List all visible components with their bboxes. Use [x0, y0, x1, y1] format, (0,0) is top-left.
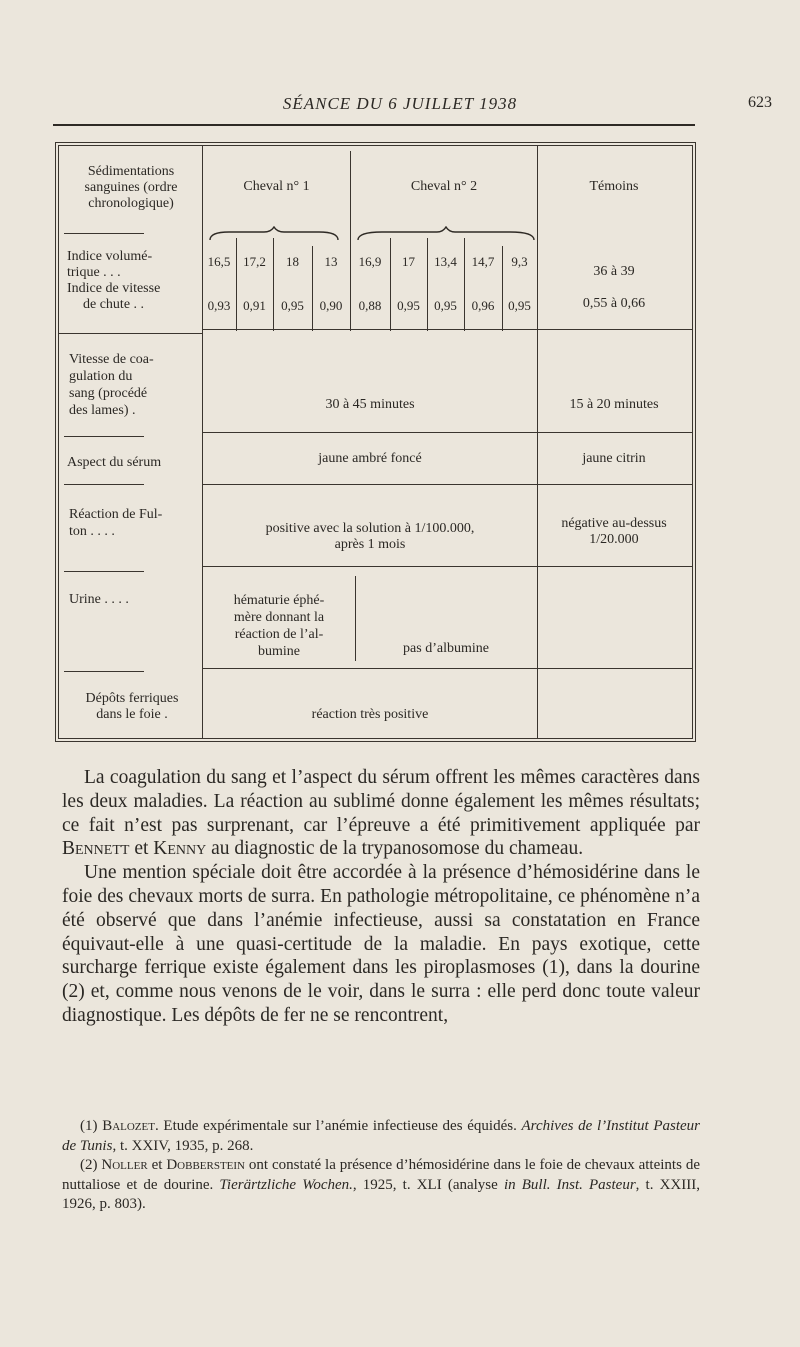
urine-divider: [355, 576, 356, 661]
coagulation-chevaux: 30 à 45 minutes: [325, 397, 415, 412]
num-divider: [427, 238, 428, 331]
value-volumetrique: 13,4: [434, 254, 457, 269]
label-line: Indice de vitesse: [67, 281, 161, 296]
value-volumetrique: 13: [324, 254, 338, 269]
header-cheval-2: Cheval n° 2: [410, 179, 478, 194]
label-urine: Urine . . . .: [69, 592, 129, 607]
row-rule: [64, 484, 144, 485]
row-rule: [202, 668, 692, 669]
label-line: Dépôts ferriques: [85, 691, 179, 706]
serum-temoins: jaune citrin: [582, 451, 646, 466]
header-cheval-1: Cheval n° 1: [243, 179, 310, 194]
label-line: ton . . . .: [69, 524, 115, 539]
label-depots: [63, 691, 201, 723]
row-rule: [64, 571, 144, 572]
row-rule: [64, 671, 144, 672]
value-volumetrique: 17: [402, 254, 415, 269]
label-line: sanguines (ordre: [84, 180, 178, 195]
text-line: bumine: [258, 644, 300, 659]
footnote-mark: (2): [80, 1157, 102, 1173]
text-line: négative au-dessus: [561, 516, 667, 531]
text-line: mère donnant la: [233, 610, 325, 625]
footnote-1: [62, 1117, 700, 1156]
text-run: , t. XXIV, 1935, p. 268.: [112, 1137, 254, 1154]
label-sedimentation: [63, 164, 199, 212]
text-run: Etude expérimentale sur l’anémie infectieuse des équidés.: [158, 1118, 522, 1134]
label-line: chronologique): [88, 196, 174, 211]
urine-cheval-2: pas d’albumine: [403, 641, 489, 656]
row-rule: [202, 566, 692, 567]
value-volumetrique: 18: [286, 254, 299, 269]
label-line: Sédimentations: [87, 164, 175, 179]
running-header: SÉANCE DU 6 JUILLET 1938: [282, 94, 518, 113]
text-run: ont constaté la présence d’hémosidérine dans le foie de chevaux atteints de nuttaliose et de dourine.: [62, 1157, 700, 1193]
text-line: 1/20.000: [589, 532, 639, 547]
text-run: , t. XXIII, 1926, p. 803).: [62, 1176, 700, 1212]
label-line: des lames) .: [69, 403, 136, 418]
temoins-vitesse: 0,55 à 0,66: [582, 296, 646, 311]
footnote-mark: (1): [80, 1118, 103, 1134]
text-line: réaction de l’al-: [234, 627, 324, 642]
label-line: sang (procédé: [69, 386, 148, 401]
num-divider: [390, 238, 391, 331]
text-line: après 1 mois: [334, 537, 406, 552]
urine-cheval-1: [204, 592, 354, 660]
text-line: positive avec la solution à 1/100.000,: [265, 521, 475, 536]
fulton-chevaux: [204, 521, 536, 553]
author-name: Noller: [101, 1157, 148, 1173]
author-name: Balozet.: [102, 1118, 159, 1134]
col-divider-temoins: [537, 146, 538, 738]
label-indice: [67, 249, 201, 313]
results-table: [58, 145, 693, 739]
page-number: 623: [748, 94, 772, 111]
value-vitesse: 0,93: [207, 298, 231, 313]
value-vitesse: 0,95: [397, 298, 420, 313]
value-vitesse: 0,88: [358, 298, 382, 313]
label-serum: Aspect du sérum: [67, 455, 162, 470]
fulton-temoins: [539, 516, 689, 548]
label-line: Indice volumé-: [67, 249, 153, 264]
num-divider: [273, 238, 274, 331]
header-rule: [53, 124, 695, 126]
journal-title: Archives de l’Institut Pasteur de Tunis: [62, 1118, 700, 1154]
text-run: au diagnostic de la trypanosomose du chameau.: [206, 838, 584, 860]
author-name: Kenny: [153, 838, 207, 860]
num-divider: [236, 238, 237, 331]
value-volumetrique: 16,5: [207, 254, 231, 269]
value-volumetrique: 9,3: [511, 254, 528, 269]
label-line: Vitesse de coa-: [69, 352, 154, 367]
value-vitesse: 0,90: [319, 298, 343, 313]
footnotes: [62, 1117, 700, 1215]
text-line: hématurie éphé-: [233, 593, 325, 608]
col-divider-label: [202, 146, 203, 738]
serum-chevaux: jaune ambré foncé: [318, 451, 422, 466]
header-temoins: Témoins: [589, 179, 639, 194]
text-run: La coagulation du sang et l’aspect du sérum offrent les mêmes caractères dans les deux maladies. La réaction au sublimé donne également les mêmes résultats; ce fait n’est pas surprenant, car l’épreuve a été primitivement appliquée par: [62, 767, 700, 836]
label-fulton: [69, 506, 201, 540]
value-vitesse: 0,95: [281, 298, 304, 313]
value-vitesse: 0,95: [434, 298, 457, 313]
body-text: [62, 766, 700, 1028]
value-vitesse: 0,96: [471, 298, 495, 313]
value-vitesse: 0,91: [243, 298, 266, 313]
text-run: , 1925, t. XLI (analyse: [352, 1176, 504, 1193]
label-line: gulation du: [69, 369, 133, 384]
temoins-volumetrique: 36 à 39: [593, 264, 635, 279]
brace-icon: [357, 226, 535, 242]
text-run: et: [147, 1157, 167, 1173]
row-rule: [64, 436, 144, 437]
label-line: de chute . .: [83, 297, 145, 312]
brace-icon: [209, 226, 339, 242]
label-coagulation: [69, 351, 201, 419]
label-line: dans le foie .: [96, 707, 168, 722]
row-rule: [202, 484, 692, 485]
row-rule: [202, 329, 692, 330]
author-name: Dobberstein: [166, 1157, 245, 1173]
text-run: et: [129, 838, 154, 860]
value-volumetrique: 16,9: [358, 254, 382, 269]
row-rule: [59, 333, 202, 334]
value-vitesse: 0,95: [508, 298, 531, 313]
label-line: Réaction de Ful-: [69, 507, 163, 522]
paragraph: Une mention spéciale doit être accordée à la présence d’hémosidérine dans le foie des chevaux morts de surra. En pathologie métropolitaine, ce phénomène n’a été observé que dans l’anémie infectieuse, aussi sa constatation en France équivaut-elle à une quasi-certitude de la maladie. En pays exotique, cette surcharge ferrique existe également dans les piroplasmoses (1), dans la dourine (2) et, comme nous venons de le voir, dans le surra : elle perd donc toute valeur diagnostique. Les dépôts de fer ne se rencontrent,: [62, 862, 700, 1026]
footnote-2: [62, 1156, 700, 1215]
label-line: trique . . .: [67, 265, 121, 280]
author-name: Bennett: [62, 838, 130, 860]
depots-chevaux: réaction très positive: [311, 707, 429, 722]
coagulation-temoins: 15 à 20 minutes: [569, 397, 659, 412]
journal-title: Tierärtzliche Wochen.: [219, 1176, 353, 1193]
num-divider: [464, 238, 465, 331]
value-volumetrique: 14,7: [471, 254, 495, 269]
value-volumetrique: 17,2: [243, 254, 266, 269]
paragraph: [62, 766, 700, 861]
row-rule: [202, 432, 692, 433]
journal-title: in Bull. Inst. Pasteur: [503, 1176, 636, 1193]
row-rule: [64, 233, 144, 234]
